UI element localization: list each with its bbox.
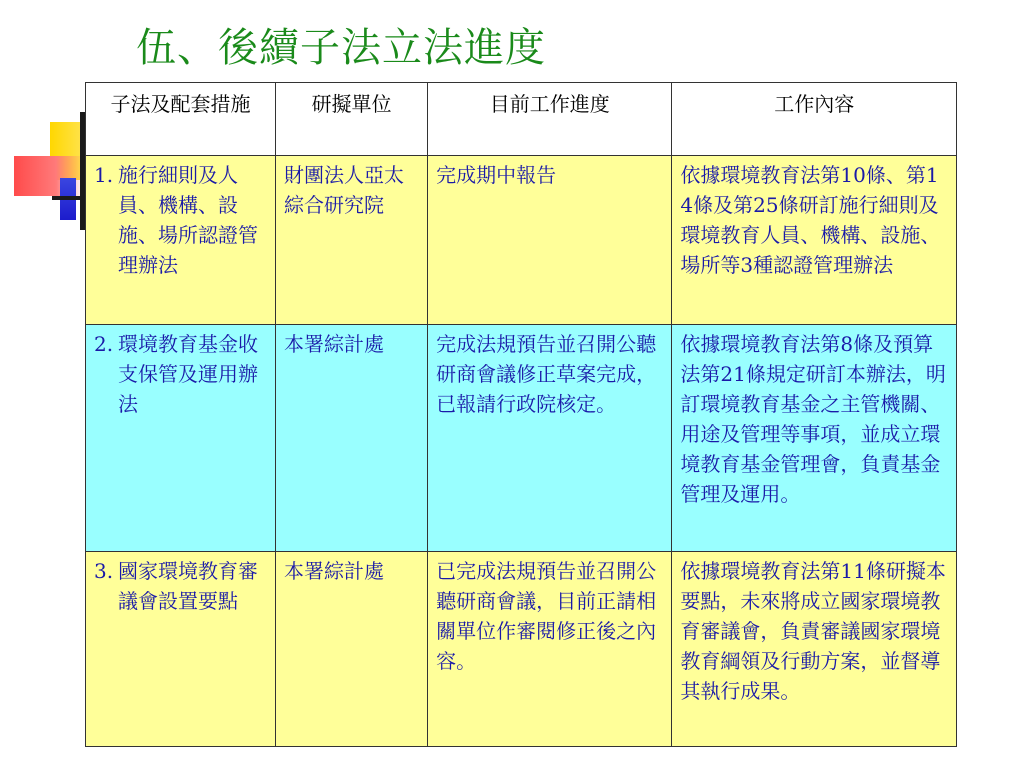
slide-title: 伍、後續子法立法進度 bbox=[136, 25, 546, 71]
cell-progress: 完成法規預告並召開公聽研商會議修正草案完成，已報請行政院核定。 bbox=[428, 325, 672, 552]
cell-content: 依據環境教育法第11條研擬本要點，未來將成立國家環境教育審議會，負責審議國家環境教育綱領及行動方案，並督導其執行成果。 bbox=[672, 552, 957, 747]
cell-unit: 本署綜計處 bbox=[276, 552, 428, 747]
law-name: 施行細則及人員、機構、設施、場所認證管理辦法 bbox=[118, 163, 258, 277]
header-law: 子法及配套措施 bbox=[86, 83, 276, 156]
cell-progress: 完成期中報告 bbox=[428, 156, 672, 325]
item-number: 2. bbox=[94, 332, 114, 356]
header-progress: 目前工作進度 bbox=[428, 83, 672, 156]
item-number: 3. bbox=[94, 559, 114, 583]
table-header-row bbox=[86, 83, 957, 156]
table-row bbox=[86, 552, 957, 747]
item-number: 1. bbox=[94, 163, 114, 187]
table-row bbox=[86, 156, 957, 325]
cell-law bbox=[86, 156, 276, 325]
law-name: 國家環境教育審議會設置要點 bbox=[118, 559, 258, 613]
header-content: 工作內容 bbox=[672, 83, 957, 156]
decorative-horizontal-line bbox=[52, 196, 88, 200]
cell-unit: 本署綜計處 bbox=[276, 325, 428, 552]
cell-law bbox=[86, 552, 276, 747]
cell-law bbox=[86, 325, 276, 552]
law-name: 環境教育基金收支保管及運用辦法 bbox=[118, 332, 258, 416]
table-row bbox=[86, 325, 957, 552]
cell-content: 依據環境教育法第8條及預算法第21條規定研訂本辦法，明訂環境教育基金之主管機關、用途及管理等事項，並成立環境教育基金管理會，負責基金管理及運用。 bbox=[672, 325, 957, 552]
cell-unit: 財團法人亞太綜合研究院 bbox=[276, 156, 428, 325]
progress-table bbox=[85, 82, 957, 747]
header-unit: 研擬單位 bbox=[276, 83, 428, 156]
cell-content: 依據環境教育法第10條、第14條及第25條研訂施行細則及環境教育人員、機構、設施、場所等3種認證管理辦法 bbox=[672, 156, 957, 325]
cell-progress: 已完成法規預告並召開公聽研商會議，目前正請相關單位作審閱修正後之內容。 bbox=[428, 552, 672, 747]
